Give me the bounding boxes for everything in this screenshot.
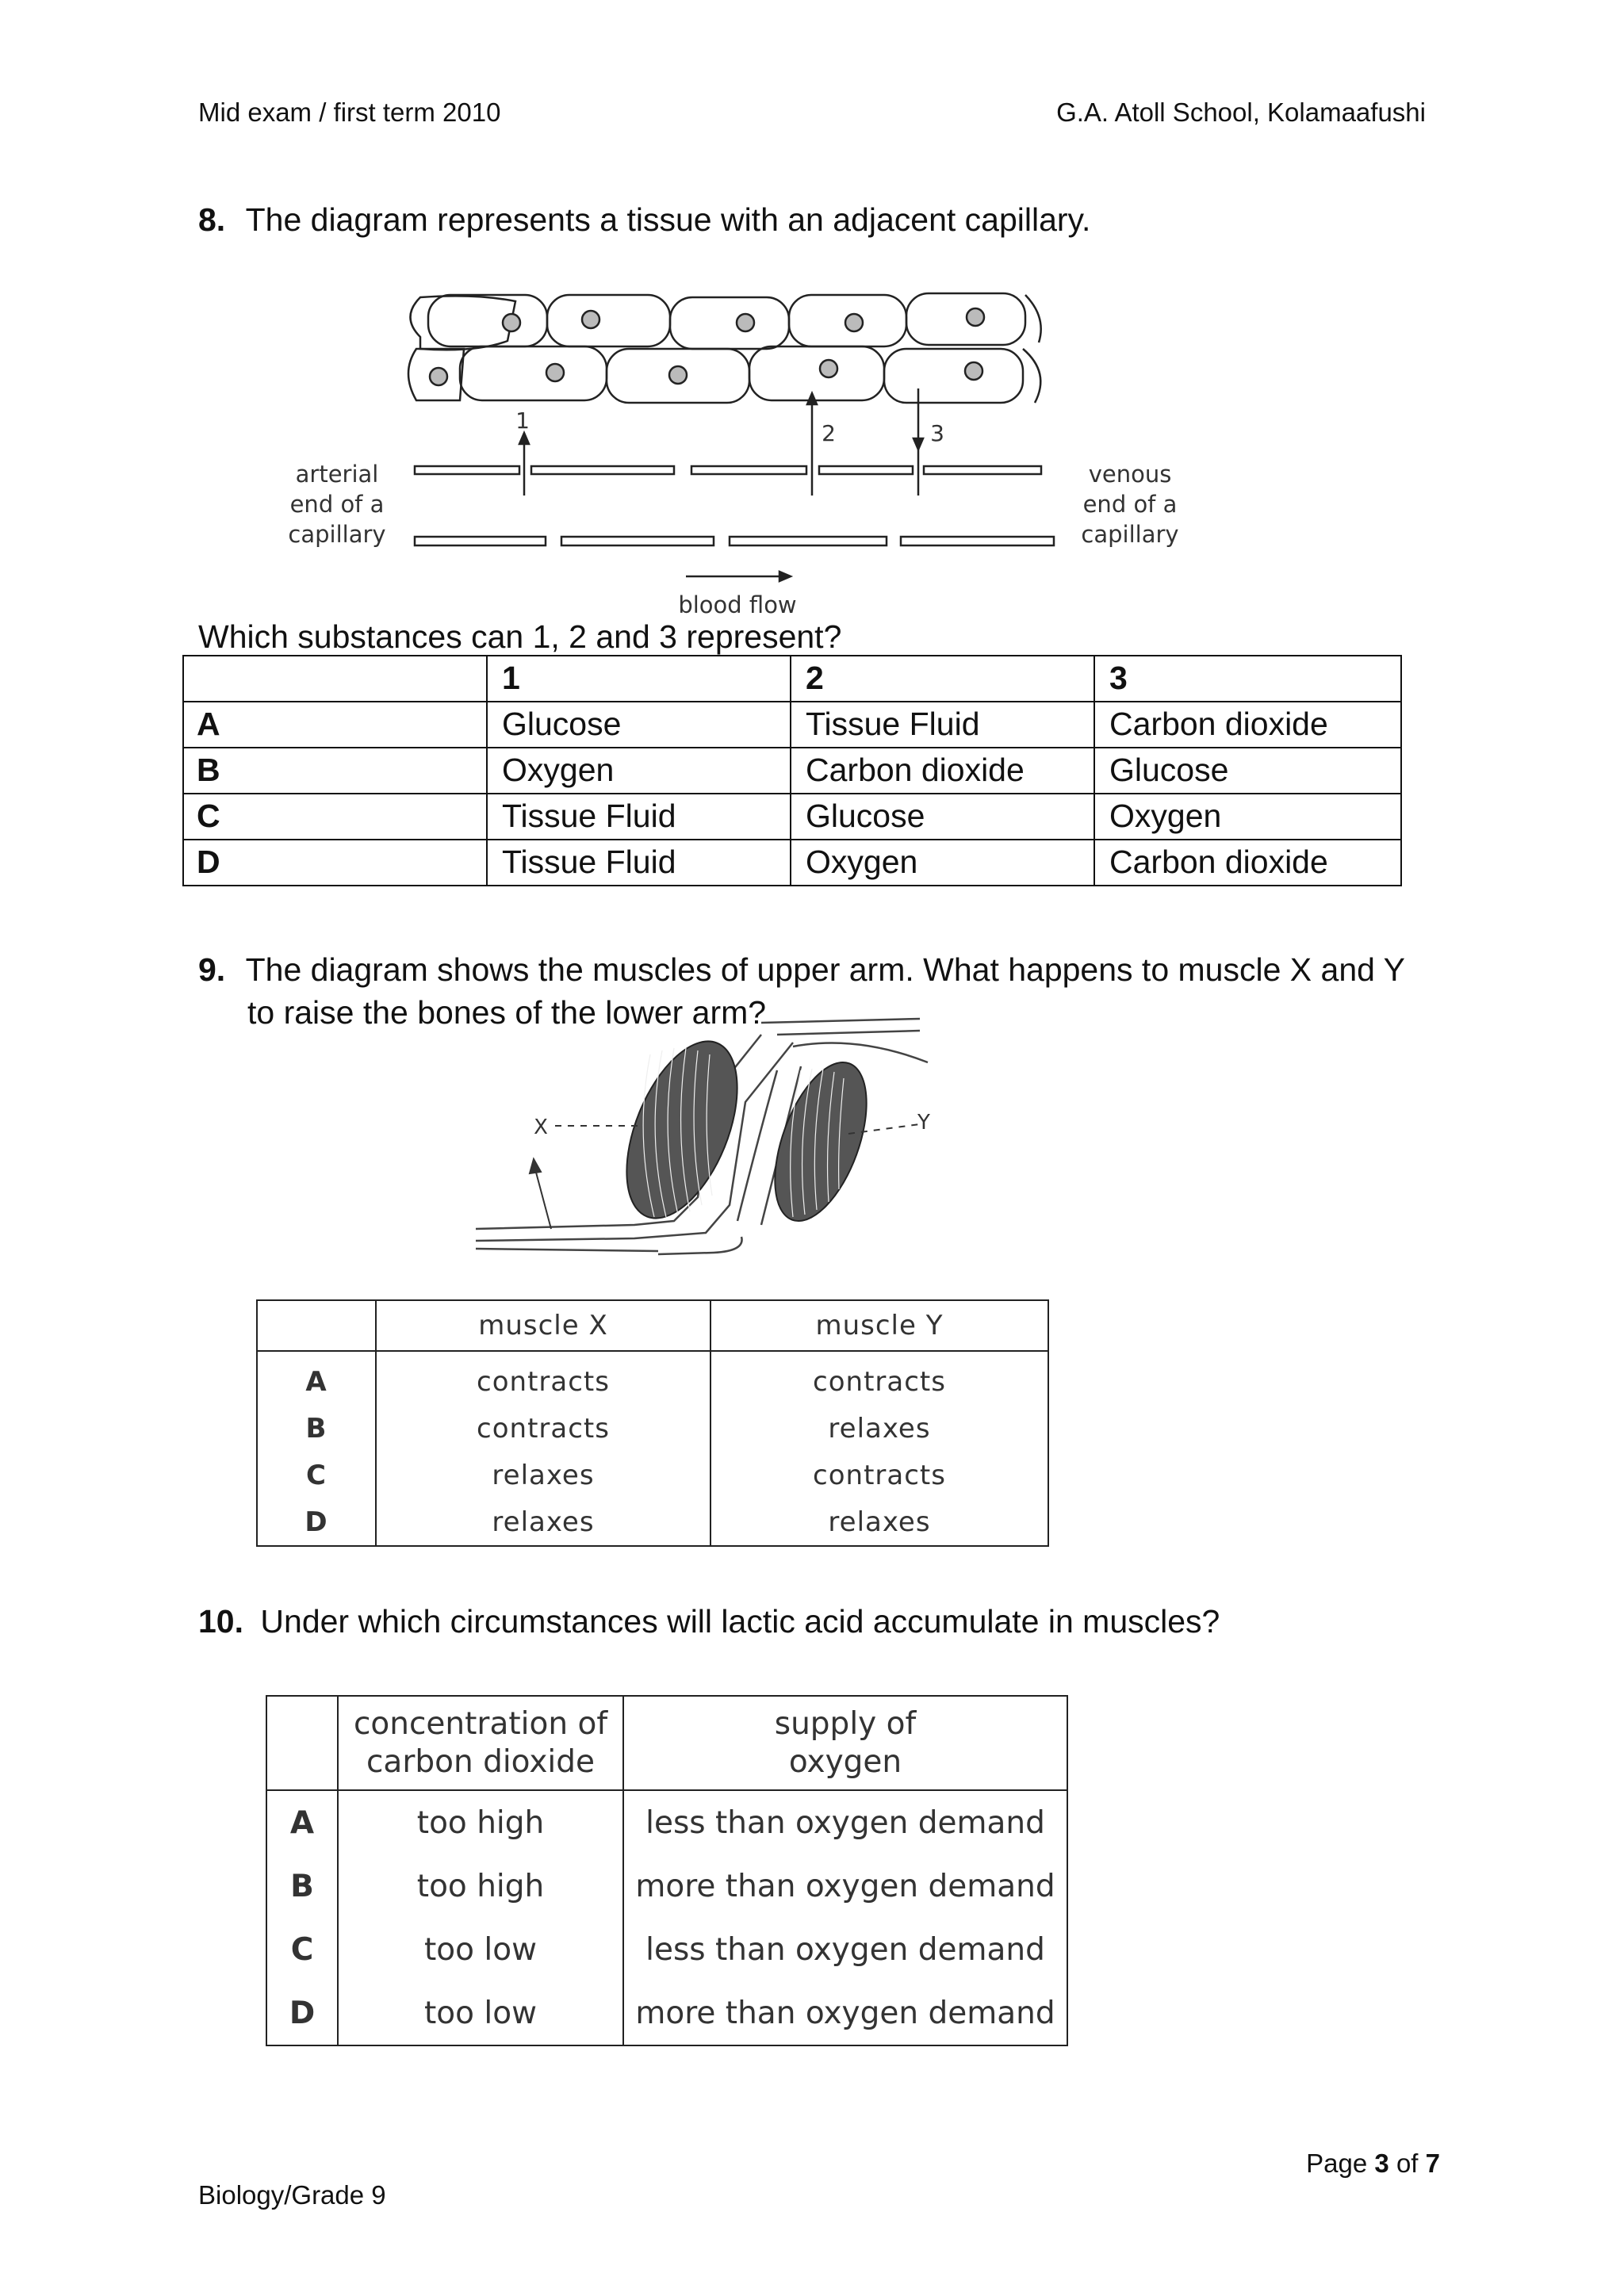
arrow-label-1: 1 xyxy=(515,408,530,434)
table-row xyxy=(266,1918,1067,1981)
exchange-arrows xyxy=(519,388,923,581)
table-row xyxy=(266,1790,1067,1854)
option-letter: C xyxy=(183,794,487,840)
table-header-cell: 2 xyxy=(791,656,1094,702)
table-cell: Carbon dioxide xyxy=(1094,840,1401,886)
option-letter: C xyxy=(257,1452,376,1498)
table-header-row xyxy=(257,1300,1048,1351)
table-cell: too high xyxy=(338,1854,623,1918)
table-row xyxy=(257,1452,1048,1498)
option-letter: D xyxy=(183,840,487,886)
table-cell: contracts xyxy=(710,1351,1048,1405)
arrow-label-2: 2 xyxy=(822,420,836,446)
table-cell: Tissue Fluid xyxy=(487,794,791,840)
table-header-cell xyxy=(266,1696,338,1790)
question-8-prompt: Which substances can 1, 2 and 3 represent? xyxy=(198,618,842,655)
table-cell: less than oxygen demand xyxy=(623,1790,1067,1854)
table-cell: relaxes xyxy=(710,1405,1048,1452)
option-letter: A xyxy=(266,1790,338,1854)
question-text-line-2: to raise the bones of the lower arm? xyxy=(247,994,767,1031)
label-blood-flow: blood flow xyxy=(678,591,797,618)
table-row xyxy=(257,1351,1048,1405)
label-arterial-2: end of a xyxy=(289,491,385,518)
table-header-cell: muscle X xyxy=(376,1300,710,1351)
table-row xyxy=(257,1498,1048,1546)
page-prefix: Page xyxy=(1306,2149,1368,2178)
question-number: 8. xyxy=(198,201,226,238)
arrow-label-3: 3 xyxy=(930,420,944,446)
header-oxygen-line-2: oxygen xyxy=(788,1743,902,1780)
page-current: 3 xyxy=(1374,2149,1389,2178)
question-10-answer-table xyxy=(266,1695,1068,2046)
capillary-diagram xyxy=(0,0,1624,650)
table-header-cell xyxy=(257,1300,376,1351)
table-cell: Glucose xyxy=(1094,748,1401,794)
label-venous-1: venous xyxy=(1088,461,1172,488)
table-cell: Tissue Fluid xyxy=(487,840,791,886)
label-muscle-y: Y xyxy=(917,1111,930,1135)
arm-muscle-diagram xyxy=(0,999,1624,1284)
table-cell: Glucose xyxy=(487,702,791,748)
question-text-line-1: The diagram shows the muscles of upper arm. What happens to muscle X and Y xyxy=(245,951,1405,988)
option-letter: B xyxy=(266,1854,338,1918)
table-cell: too low xyxy=(338,1981,623,2045)
label-venous-3: capillary xyxy=(1081,521,1179,548)
table-cell: Tissue Fluid xyxy=(791,702,1094,748)
table-header-cell xyxy=(623,1696,1067,1790)
table-row xyxy=(183,794,1401,840)
table-cell: too low xyxy=(338,1918,623,1981)
option-letter: B xyxy=(183,748,487,794)
option-letter: A xyxy=(183,702,487,748)
table-cell: contracts xyxy=(376,1351,710,1405)
table-cell: relaxes xyxy=(376,1452,710,1498)
table-cell: more than oxygen demand xyxy=(623,1981,1067,2045)
muscle-x xyxy=(604,1026,760,1234)
label-arterial-1: arterial xyxy=(295,461,379,488)
table-row xyxy=(257,1405,1048,1452)
table-header-row xyxy=(183,656,1401,702)
question-number: 10. xyxy=(198,1603,243,1640)
header-co2-line-2: carbon dioxide xyxy=(366,1743,596,1780)
header-oxygen-line-1: supply of xyxy=(774,1705,917,1742)
table-header-cell xyxy=(338,1696,623,1790)
footer-subject: Biology/Grade 9 xyxy=(198,2180,386,2210)
table-row xyxy=(266,1981,1067,2045)
page-number xyxy=(1306,2149,1440,2179)
label-arterial-3: capillary xyxy=(288,521,386,548)
table-cell: contracts xyxy=(710,1452,1048,1498)
header-co2-line-1: concentration of xyxy=(353,1705,608,1742)
label-muscle-x: X xyxy=(534,1115,548,1139)
table-row xyxy=(183,748,1401,794)
table-cell: Oxygen xyxy=(487,748,791,794)
tissue-cells xyxy=(408,293,1041,403)
capillary-wall-upper xyxy=(415,466,1041,474)
table-cell: Carbon dioxide xyxy=(791,748,1094,794)
capillary-wall-lower xyxy=(415,537,1054,545)
page-total: 7 xyxy=(1425,2149,1440,2178)
question-9-answer-table xyxy=(256,1299,1049,1547)
question-9 xyxy=(198,948,1405,991)
table-row xyxy=(183,702,1401,748)
table-header-cell: 3 xyxy=(1094,656,1401,702)
question-number: 9. xyxy=(198,951,226,988)
table-cell: contracts xyxy=(376,1405,710,1452)
table-cell: less than oxygen demand xyxy=(623,1918,1067,1981)
question-text: Under which circumstances will lactic acid accumulate in muscles? xyxy=(260,1603,1220,1640)
question-8-answer-table xyxy=(182,655,1402,886)
option-letter: B xyxy=(257,1405,376,1452)
label-venous-2: end of a xyxy=(1082,491,1178,518)
table-cell: too high xyxy=(338,1790,623,1854)
table-header-row xyxy=(266,1696,1067,1790)
table-cell: more than oxygen demand xyxy=(623,1854,1067,1918)
table-cell: relaxes xyxy=(376,1498,710,1546)
question-10 xyxy=(198,1600,1220,1643)
table-header-cell xyxy=(183,656,487,702)
option-letter: D xyxy=(266,1981,338,2045)
table-row xyxy=(183,840,1401,886)
table-cell: Oxygen xyxy=(1094,794,1401,840)
option-letter: D xyxy=(257,1498,376,1546)
option-letter: A xyxy=(257,1351,376,1405)
table-cell: relaxes xyxy=(710,1498,1048,1546)
table-cell: Glucose xyxy=(791,794,1094,840)
header-school-name: G.A. Atoll School, Kolamaafushi xyxy=(1056,98,1426,127)
question-text: The diagram represents a tissue with an adjacent capillary. xyxy=(245,201,1091,238)
table-row xyxy=(266,1854,1067,1918)
header-exam-title: Mid exam / first term 2010 xyxy=(198,98,501,127)
table-header-cell: muscle Y xyxy=(710,1300,1048,1351)
page-of: of xyxy=(1396,2149,1419,2178)
option-letter: C xyxy=(266,1918,338,1981)
table-header-cell: 1 xyxy=(487,656,791,702)
table-cell: Carbon dioxide xyxy=(1094,702,1401,748)
table-cell: Oxygen xyxy=(791,840,1094,886)
